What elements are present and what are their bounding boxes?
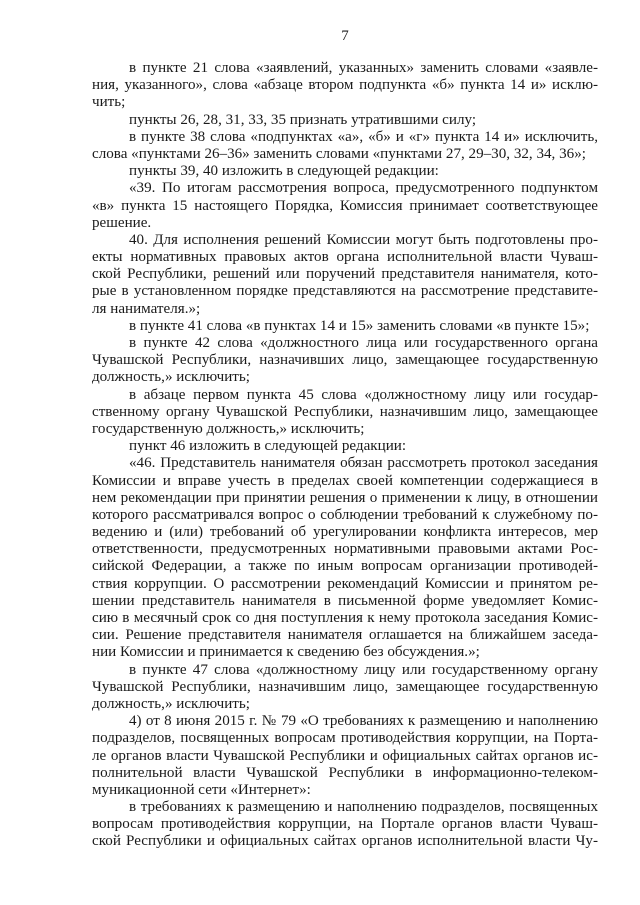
text-line: муникационной сети «Интернет»: [92, 781, 311, 798]
text-line: слова «пунктами 26–36» заменить словами «пунктами 27, 29–30, 32, 34, 36»; [92, 145, 586, 162]
text-line: должность,» исключить; [92, 369, 250, 386]
text-line: сийской Федерации, а также по иным вопросам организации противодей- [92, 558, 598, 575]
text-line: «в» пункта 15 настоящего Порядка, Комиссия принимает соответствующее [92, 197, 598, 214]
text-line: в абзаце первом пункта 45 слова «должностному лицу или государ- [129, 386, 598, 403]
text-line: пункт 46 изложить в следующей редакции: [129, 438, 407, 455]
text-line: которого рассматривался вопрос о соблюдении требований к служебному по- [92, 506, 598, 523]
text-line: ля нанимателя.»; [92, 300, 201, 317]
text-line: пункты 26, 28, 31, 33, 35 признать утратившими силу; [129, 111, 477, 128]
page-number: 7 [341, 28, 349, 44]
text-line: «39. По итогам рассмотрения вопроса, предусмотренного подпунктом [129, 180, 598, 197]
text-line: ской Республики и официальных сайтах органов исполнительной власти Чу- [92, 833, 598, 850]
text-line: в пункте 21 слова «заявлений, указанных» заменить словами «заявле- [129, 60, 598, 76]
text-line: шении представитель нанимателя в письменной форме уведомляет Комис- [92, 592, 598, 609]
text-line: в пункте 47 слова «должностному лицу или государственному органу [129, 661, 598, 678]
text-line: чить; [92, 94, 126, 111]
document-body [92, 60, 598, 851]
text-line: полнительной власти Чувашской Республики в информационно-телеком- [92, 764, 598, 781]
text-line: екты нормативных правовых актов органа исполнительной власти Чуваш- [92, 249, 598, 266]
text-line: 4) от 8 июня 2015 г. № 79 «О требованиях к размещению и наполнению [129, 713, 598, 730]
text-line: в пункте 41 слова «в пунктах 14 и 15» заменить словами «в пункте 15»; [129, 317, 590, 334]
text-line: ведению и (или) требований об урегулировании конфликта интересов, мер [92, 524, 598, 541]
text-line: ской Республики, решений или поручений представителя нанимателя, кото- [92, 266, 598, 283]
text-line: вопросам противодействия коррупции, на Портале органов власти Чуваш- [92, 816, 598, 833]
text-line: решение. [92, 214, 152, 231]
text-line: Чувашской Республики, назначившим лицо, замещающее государственную [92, 678, 598, 695]
text-line: ственному органу Чувашской Республики, назначившим лицо, замещающее [92, 403, 598, 420]
text-line: ствия коррупции. О рассмотрении рекомендаций Комиссии и принятом ре- [92, 575, 598, 592]
text-line: сии. Решение представителя нанимателя оглашается на ближайшем заседа- [92, 627, 598, 644]
text-line: Чувашской Республики, назначивших лицо, замещающее государственную [92, 352, 598, 369]
text-line: 40. Для исполнения решений Комиссии могут быть подготовлены про- [129, 231, 598, 248]
text-line: рые в установленном порядке представляются на рассмотрение представите- [92, 283, 598, 300]
text-line: в пункте 42 слова «должностного лица или государственного органа [129, 335, 598, 351]
text-line: нии Комиссии и принимается к сведению без обсуждения.»; [92, 644, 480, 661]
text-line: пункты 39, 40 изложить в следующей редакции: [129, 163, 439, 180]
text-line: ния, указанного», слова «абзаце втором подпункта «б» пункта 14 и» исклю- [92, 77, 598, 94]
text-line: сию в месячный срок со дня поступления к нему протокола заседания Комис- [92, 610, 598, 626]
text-line: нем рекомендации при принятии решения о применении к лицу, в отношении [92, 489, 598, 506]
text-line: государственную должность,» исключить; [92, 420, 365, 437]
text-line: должность,» исключить; [92, 695, 250, 712]
text-line: подразделов, посвященных вопросам противодействия коррупции, на Порта- [92, 730, 598, 747]
text-line: Комиссии и вправе учесть в пределах своей компетенции содержащиеся в [92, 472, 598, 489]
text-line: ответственности, предусмотренных нормативными правовыми актами Рос- [92, 541, 598, 558]
text-line: «46. Представитель нанимателя обязан рассмотреть протокол заседания [129, 455, 598, 472]
text-line: в требованиях к размещению и наполнению подразделов, посвященных [129, 799, 598, 816]
text-line: ле органов власти Чувашской Республики и официальных сайтах органов ис- [92, 747, 598, 764]
text-line: в пункте 38 слова «подпунктах «а», «б» и «г» пункта 14 и» исключить, [129, 128, 598, 145]
